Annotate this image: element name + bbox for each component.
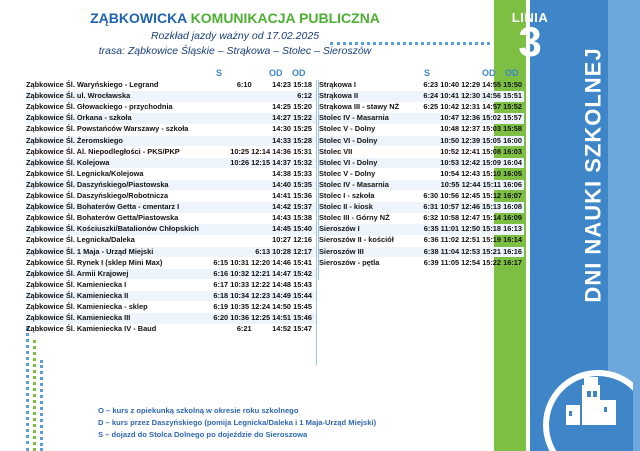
stop-name: Ząbkowice Śl. Żeromskiego	[26, 135, 123, 145]
side-banner-text: DNI NAUKI SZKOLNEJ	[581, 47, 606, 303]
stop-name: Stolec VI - Dolny	[319, 135, 378, 145]
title-part1: ZĄBKOWICKA	[90, 10, 187, 26]
table-row	[26, 269, 316, 280]
timetable-left	[26, 68, 317, 365]
departure-times: 6:10 14:23 15:18	[236, 80, 312, 89]
dotted-connector	[330, 42, 490, 45]
line-number: 3	[518, 18, 542, 65]
departure-times: 6:16 10:32 12:21 14:47 15:42	[213, 268, 312, 278]
table-row	[26, 302, 316, 313]
departure-times: 6:25 10:42 12:31 14:57 15:52	[423, 102, 522, 112]
departure-times: 14:30 15:25	[272, 124, 312, 134]
departure-times: 10:50 12:39 15:05 16:00	[440, 135, 522, 145]
table-row	[319, 147, 524, 158]
table-row	[26, 313, 316, 324]
departure-times: 10:54 12:43 15:10 16:05	[440, 168, 522, 178]
departure-times: 10:52 12:41 15:08 16:03	[440, 146, 522, 156]
table-row	[26, 247, 316, 258]
table-row	[26, 191, 316, 202]
table-row	[26, 102, 316, 113]
stop-name: Strąkowa I	[319, 80, 356, 89]
stop-name: Ząbkowice Śl. Orkana - szkoła	[26, 113, 132, 123]
stop-name: Stolec V - Dolny	[319, 124, 376, 134]
table-row	[26, 213, 316, 224]
stop-name: Stolec IV - Masarnia	[319, 179, 389, 189]
line-label: LINIA	[511, 10, 549, 25]
stop-name: Sieroszów II - kościół	[319, 235, 394, 245]
departure-times: 14:43 15:38	[272, 213, 312, 223]
stop-name: Ząbkowice Śl. Armii Krajowej	[26, 268, 129, 278]
stop-name: Ząbkowice Śl. Al. Niepodległości - PKS/PKP	[26, 146, 180, 156]
departure-times: 6:21 14:52 15:47	[236, 324, 312, 334]
table-row	[319, 213, 524, 224]
departure-times: 6:23 10:40 12:29 14:55 15:50	[423, 80, 522, 89]
stop-name: Ząbkowice Śl. Kamieniecka IV - Baud	[26, 324, 157, 334]
table-row	[26, 147, 316, 158]
departure-times: 14:40 15:35	[272, 179, 312, 189]
table-row	[319, 235, 524, 246]
stop-name: Ząbkowice Śl. 1 Maja - Urząd Miejski	[26, 246, 154, 256]
departure-times: 10:47 12:36 15:02 15:57	[440, 113, 522, 123]
table-row	[319, 158, 524, 169]
departure-times: 6:19 10:35 12:24 14:50 15:45	[213, 302, 312, 311]
side-banner	[570, 40, 618, 310]
legend	[98, 405, 376, 441]
table-row	[319, 113, 524, 124]
stop-name: Ząbkowice Śl. Legnicka/Kolejowa	[26, 168, 144, 178]
table-row	[319, 136, 524, 147]
stop-name: Ząbkowice Śl. Kamieniecka III	[26, 313, 131, 323]
departure-times: 6:35 11:01 12:50 15:18 16:13	[423, 224, 522, 234]
stop-name: Ząbkowice Śl. Powstańców Warszawy - szkoła	[26, 124, 189, 134]
stop-name: Stolec I - szkoła	[319, 191, 375, 200]
departure-times: 14:33 15:28	[272, 135, 312, 145]
right-table-header-2: OD	[505, 68, 519, 78]
table-row	[319, 180, 524, 191]
departure-times: 10:48 12:37 15:03 15:58	[440, 124, 522, 134]
departure-times: 6:30 10:56 12:45 15:12 16:07	[423, 191, 522, 200]
legend-item-d: D – kurs przez Daszyńskiego (pomija Legnicka/Daleka i 1 Maja-Urząd Miejski)	[98, 418, 377, 427]
stop-name: Stolec V - Dolny	[319, 168, 376, 178]
stop-name: Stolec VII	[319, 146, 353, 156]
stop-name: Ząbkowice Śl. Bohaterów Getta - cmentarz I	[26, 202, 180, 212]
departure-times: 6:20 10:36 12:25 14:51 15:46	[213, 313, 312, 323]
table-row	[26, 124, 316, 135]
departure-times: 14:25 15:20	[272, 102, 312, 112]
departure-times: 6:12	[297, 91, 312, 101]
table-row	[319, 258, 524, 269]
stop-name: Ząbkowice Śl. Legnicka/Daleka	[26, 235, 135, 245]
stop-name: Stolec II - kiosk	[319, 202, 373, 212]
departure-times: 14:27 15:22	[272, 113, 312, 123]
table-row	[26, 235, 316, 246]
departure-times: 6:13 10:28 12:17	[255, 246, 312, 256]
stop-name: Sieroszów I	[319, 224, 360, 234]
table-row	[319, 124, 524, 135]
left-table-header-2: OD	[292, 68, 306, 78]
stop-name: Sieroszów - pętla	[319, 257, 380, 267]
left-table-header-0: S	[216, 68, 223, 78]
stop-name: Ząbkowice Śl. Kamieniecka - sklep	[26, 302, 148, 311]
left-table-header-1: OD	[269, 68, 283, 78]
stop-name: Ząbkowice Śl. ul. Wrocławska	[26, 91, 131, 101]
departure-times: 6:18 10:34 12:23 14:49 15:44	[213, 290, 312, 300]
right-table-header-1: OD	[482, 68, 496, 78]
departure-times: 6:36 11:02 12:51 15:19 16:14	[423, 235, 522, 245]
table-row	[26, 202, 316, 213]
title-part2: KOMUNIKACJA PUBLICZNA	[190, 10, 380, 26]
table-row	[319, 91, 524, 102]
page-title	[0, 10, 470, 26]
table-row	[319, 224, 524, 235]
stop-name: Stolec VI - Dolny	[319, 157, 378, 167]
table-row	[26, 324, 316, 335]
stop-name: Stolec IV - Masarnia	[319, 113, 389, 123]
table-row	[26, 180, 316, 191]
stop-name: Ząbkowice Śl. Kościuszki/Batalionów Chłopskich	[26, 224, 199, 234]
stop-name: Ząbkowice Śl. Daszyńskiego/Robotnicza	[26, 191, 169, 200]
stop-name: Strąkowa II	[319, 91, 359, 101]
departure-times: 6:39 11:05 12:54 15:22 16:17	[423, 257, 522, 267]
stop-name: Ząbkowice Śl. Daszyńskiego/Piastowska	[26, 179, 169, 189]
departure-times: 6:15 10:31 12:20 14:46 15:41	[213, 257, 312, 267]
table-row	[319, 202, 524, 213]
departure-times: 14:38 15:33	[272, 168, 312, 178]
table-row	[319, 169, 524, 180]
table-row	[26, 291, 316, 302]
table-row	[319, 191, 524, 202]
departure-times: 14:45 15:40	[272, 224, 312, 234]
stop-name: Ząbkowice Śl. Waryńskiego - Legrand	[26, 80, 159, 89]
table-row	[319, 80, 524, 91]
valid-from: Rozkład jazdy ważny od 17.02.2025	[150, 30, 320, 42]
departure-times: 10:27 12:16	[272, 235, 312, 245]
stop-name: Ząbkowice Śl. Kolejowa	[26, 157, 110, 167]
departure-times: 10:55 12:44 15:11 16:06	[440, 179, 522, 189]
table-row	[26, 258, 316, 269]
table-row	[26, 158, 316, 169]
stop-name: Stolec III - Górny NŻ	[319, 213, 390, 223]
departure-times: 10:26 12:15 14:37 15:32	[230, 157, 312, 167]
table-row	[319, 102, 524, 113]
departure-times: 14:41 15:36	[272, 191, 312, 200]
table-row	[26, 169, 316, 180]
stop-name: Sieroszów III	[319, 246, 364, 256]
route-description: trasa: Ząbkowice Śląskie – Strąkowa – Stolec – Sieroszów	[98, 45, 372, 57]
stop-name: Strąkowa III - stawy NŻ	[319, 102, 400, 112]
departure-times: 6:17 10:33 12:22 14:48 15:43	[213, 279, 312, 289]
stop-name: Ząbkowice Śl. Kamieniecka I	[26, 279, 127, 289]
table-row	[26, 80, 316, 91]
timetable-right	[318, 68, 524, 280]
table-row	[319, 247, 524, 258]
table-row	[26, 91, 316, 102]
dotted-line-3	[40, 360, 43, 451]
departure-times: 14:42 15:37	[272, 202, 312, 212]
departure-times: 10:53 12:42 15:09 16:04	[440, 157, 522, 167]
departure-times: 6:31 10:57 12:46 15:13 16:08	[423, 202, 522, 212]
stop-name: Ząbkowice Śl. Głowackiego - przychodnia	[26, 102, 173, 112]
departure-times: 6:32 10:58 12:47 15:14 16:09	[423, 213, 522, 223]
right-table-header-0: S	[424, 68, 431, 78]
stop-name: Ząbkowice Śl. Bohaterów Getta/Piastowska	[26, 213, 179, 223]
table-row	[26, 136, 316, 147]
stop-name: Ząbkowice Śl. Kamieniecka II	[26, 290, 129, 300]
table-row	[26, 113, 316, 124]
departure-times: 6:24 10:41 12:30 14:56 15:51	[423, 91, 522, 101]
departure-times: 6:38 11:04 12:53 15:21 16:16	[423, 246, 522, 256]
legend-item-s: S – dojazd do Stolca Dolnego po dojeździe do Sieroszowa	[98, 430, 308, 439]
stop-name: Ząbkowice Śl. Rynek I (sklep Mini Max)	[26, 257, 163, 267]
departure-times: 10:25 12:14 14:36 15:31	[230, 146, 312, 156]
legend-item-o: O – kurs z opiekunką szkolną w okresie roku szkolnego	[98, 406, 299, 415]
table-row	[26, 280, 316, 291]
town-emblem-icon	[538, 355, 633, 451]
table-row	[26, 224, 316, 235]
